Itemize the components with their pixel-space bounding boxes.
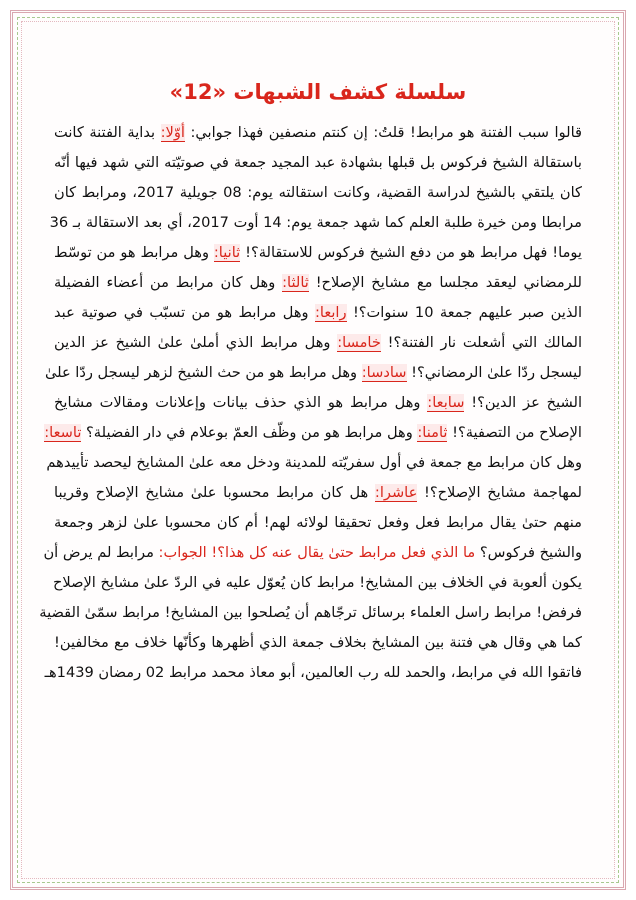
text-segment: الشيخ عز الدين؟! <box>464 394 582 411</box>
text-segment: كما هي وقال هي فتنة بين المشايخ بخلاف جمعة الذي أظهرها وكأنّها خلاف مع مخالفين! <box>54 634 582 651</box>
text-line <box>54 238 582 268</box>
text-line <box>54 118 582 148</box>
text-segment: مرابطا ومن خيرة طلبة العلم كما شهد جمعة يوم: 14 أوت 2017، أي بعد الاستقالة بـ 36 <box>49 214 582 231</box>
text-segment: يكون ألعوبة في الخلاف بين المشايخ! مرابط كان يُعوّل عليه في الردّ علىٰ مشايخ الإصلاح <box>52 574 582 591</box>
text-segment: الذين صبر عليهم جمعة 10 سنوات؟! <box>346 304 582 321</box>
highlighted-phrase: رابعا: <box>314 304 347 321</box>
text-segment: الإصلاح من التصفية؟! <box>447 424 582 441</box>
text-line <box>44 658 582 688</box>
text-line <box>44 358 582 388</box>
text-segment: فرفض! مرابط راسل العلماء برسائل ترجّاهم أن يُصلحوا بين المشايخ! مرابط سمّىٰ القضية <box>39 604 582 621</box>
text-line <box>43 538 582 568</box>
text-segment: باستقالة الشيخ فركوس بل قبلها بشهادة عبد المجيد جمعة في صوتيّته التي شهد فيها أنّه <box>54 154 582 171</box>
text-segment: بداية الفتنة كانت <box>54 124 161 141</box>
text-segment: يوما! فهل مرابط هو من دفع الشيخ فركوس للاستقالة؟! <box>240 244 582 261</box>
text-line <box>54 178 582 208</box>
text-segment: وهل مرابط الذي أملىٰ علىٰ الشيخ عز الدين <box>54 334 338 351</box>
highlighted-phrase: عاشرا: <box>374 484 418 501</box>
text-segment: كان يلتقي بالشيخ لدراسة القضية، وكانت استقالته يوم: 08 جويلية 2017، ومرابط كان <box>54 184 582 201</box>
text-segment: قالوا سبب الفتنة هو مرابط! قلتُ: إن كنتم منصفين فهذا جوابي: <box>184 124 582 141</box>
text-segment: فاتقوا الله في مرابط، والحمد لله رب العالمين، أبو معاذ محمد مرابط 02 رمضان 1439هـ <box>44 664 582 681</box>
text-segment: للرمضاني ليعقد مجلسا مع مشايخ الإصلاح! <box>308 274 582 291</box>
text-segment: وهل كان مرابط من أعضاء الفضيلة <box>54 274 283 291</box>
text-segment: منهم حتىٰ يقال مرابط فعل وفعل تحقيقا لولائه لهم! أم كان محسوبا علىٰ لزهر وجمعة <box>54 514 582 531</box>
highlighted-phrase: ثانيا: <box>213 244 241 261</box>
highlighted-phrase: خامسا: <box>337 334 381 351</box>
highlighted-phrase: ثامنا: <box>417 424 448 441</box>
text-segment: وهل مرابط هو من توسّط <box>54 244 214 261</box>
text-segment: وهل مرابط هو من حث الشيخ لزهر ليسجل ردّا علىٰ <box>44 364 362 381</box>
article-body <box>39 118 583 688</box>
text-line <box>54 628 582 658</box>
text-line <box>44 418 582 448</box>
highlighted-phrase: سابعا: <box>427 394 465 411</box>
text-segment: والشيخ فركوس؟ <box>475 544 582 561</box>
text-line <box>54 148 582 178</box>
text-segment: وهل مرابط هو من تسبّب في صوتية عبد <box>54 304 315 321</box>
text-segment: المالك التي أشعلت نار الفتنة؟! <box>380 334 583 351</box>
highlighted-phrase: ثالثا: <box>282 274 309 291</box>
text-line <box>54 568 582 598</box>
text-line <box>54 508 582 538</box>
highlighted-phrase: أوّلا: <box>160 124 185 141</box>
text-line <box>54 478 582 508</box>
text-segment: ليسجل ردّا علىٰ الرمضاني؟! <box>406 364 582 381</box>
text-line <box>49 208 582 238</box>
text-line <box>54 268 582 298</box>
highlighted-phrase: تاسعا: <box>44 424 82 441</box>
text-line <box>46 448 582 478</box>
text-line <box>54 328 582 358</box>
text-line <box>54 298 582 328</box>
text-segment: لمهاجمة مشايخ الإصلاح؟! <box>417 484 583 501</box>
text-segment: وهل مرابط هو من وظّف العمّ بوعلام في دار الفضيلة؟ <box>81 424 418 441</box>
text-segment: هل كان مرابط محسوبا علىٰ مشايخ الإصلاح وقريبا <box>54 484 375 501</box>
text-segment: وهل كان مرابط مع جمعة في أول سفريّته للمدينة ودخل معه علىٰ المشايخ ليحصد تأييدهم <box>46 454 582 471</box>
text-segment: مرابط لم يرض أن <box>43 544 159 561</box>
text-segment: وهل مرابط هو الذي حذف بيانات وإعلانات ومقالات مشايخ <box>54 394 428 411</box>
highlighted-phrase: ما الذي فعل مرابط حتىٰ يقال عنه كل هذا؟! الجواب: <box>158 544 476 561</box>
page-title: سلسلة كشف الشبهات «12» <box>169 80 467 104</box>
text-line <box>39 598 582 628</box>
text-line <box>54 388 582 418</box>
highlighted-phrase: سادسا: <box>361 364 407 381</box>
